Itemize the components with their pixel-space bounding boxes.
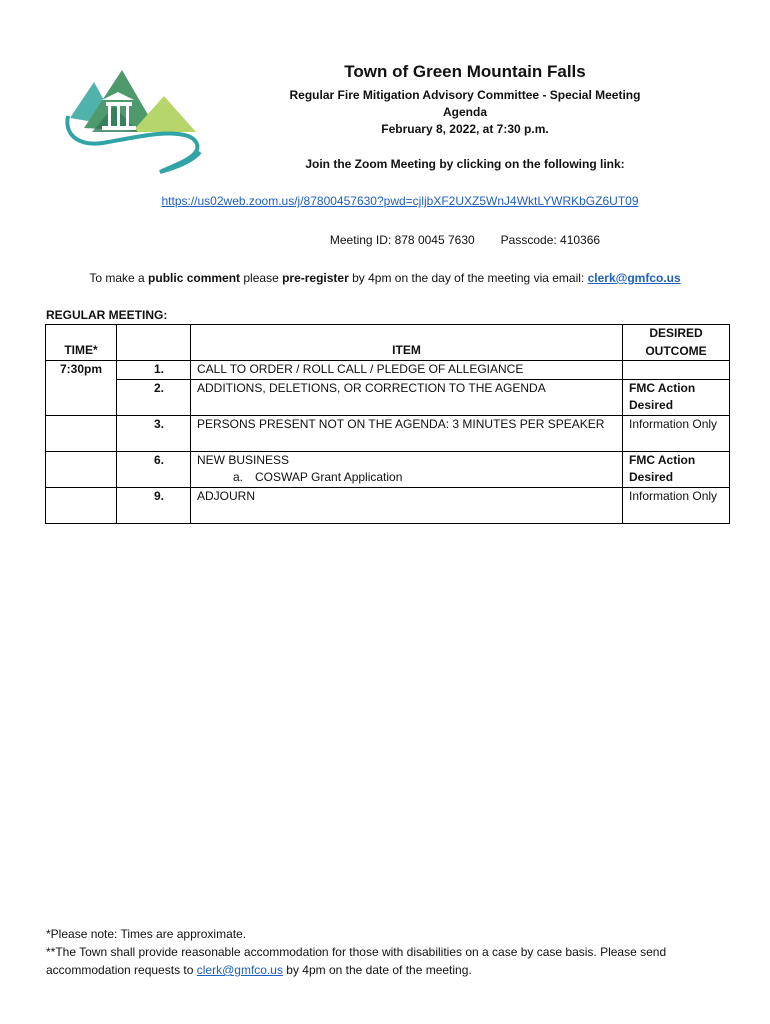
item-text: PERSONS PRESENT NOT ON THE AGENDA: 3 MINUTES PER SPEAKER — [191, 415, 623, 451]
zoom-join-text: Join the Zoom Meeting by clicking on the following link: — [305, 157, 625, 171]
item-text: ADJOURN — [191, 487, 623, 523]
table-row — [46, 379, 730, 415]
time-cell — [46, 415, 117, 451]
outcome-header-line-1: DESIRED — [649, 326, 703, 340]
public-comment-instructions — [20, 271, 750, 285]
table-row — [46, 451, 730, 487]
time-cell — [46, 451, 117, 487]
time-cell: 7:30pm — [46, 361, 117, 416]
sub-item-label: a. — [233, 470, 244, 484]
item-number: 2. — [117, 379, 191, 415]
table-row — [46, 361, 730, 380]
item-outcome: FMC Action Desired — [623, 451, 730, 487]
new-business-label: NEW BUSINESS — [197, 452, 290, 467]
accommodation-text-2: by 4pm on the date of the meeting. — [282, 963, 472, 977]
times-note: *Please note: Times are approximate. — [46, 927, 247, 941]
meeting-date: February 8, 2022, at 7:30 p.m. — [381, 122, 549, 136]
meeting-credentials — [180, 233, 750, 247]
outcome-header-line-2: OUTCOME — [645, 343, 707, 358]
clerk-email-link[interactable]: clerk@gmfco.us — [587, 271, 681, 285]
item-outcome: Information Only — [623, 487, 730, 523]
sub-item-text: COSWAP Grant Application — [255, 470, 403, 484]
outcome-header — [623, 325, 730, 361]
meeting-title: Regular Fire Mitigation Advisory Committee - Special Meeting — [289, 88, 641, 102]
accommodation-email-link[interactable]: clerk@gmfco.us — [196, 963, 283, 977]
item-outcome: Information Only — [623, 415, 730, 451]
zoom-link[interactable]: https://us02web.zoom.us/j/87800457630?pwd=cjljbXF2UXZ5WnJ4WktLYWRKbGZ6UT09 — [161, 194, 639, 208]
regular-meeting-heading: REGULAR MEETING: — [46, 308, 168, 322]
item-header: ITEM — [191, 325, 623, 361]
public-comment-text-3: by 4pm on the day of the meeting via email: — [348, 271, 588, 285]
number-header — [117, 325, 191, 361]
item-text: ADDITIONS, DELETIONS, OR CORRECTION TO THE AGENDA — [191, 379, 623, 415]
footnotes — [46, 925, 726, 979]
agenda-table — [45, 324, 730, 524]
table-header-row — [46, 325, 730, 361]
item-number: 9. — [117, 487, 191, 523]
pre-register-bold: pre-register — [282, 271, 349, 285]
town-name: Town of Green Mountain Falls — [344, 62, 586, 81]
sub-item — [197, 469, 616, 487]
time-cell — [46, 487, 117, 523]
time-header: TIME* — [46, 325, 117, 361]
item-text — [191, 451, 623, 487]
item-number: 3. — [117, 415, 191, 451]
item-number: 1. — [117, 361, 191, 380]
passcode: Passcode: 410366 — [500, 233, 601, 247]
item-number: 6. — [117, 451, 191, 487]
item-text: CALL TO ORDER / ROLL CALL / PLEDGE OF ALLEGIANCE — [191, 361, 623, 380]
public-comment-text-2: please — [240, 271, 283, 285]
public-comment-bold: public comment — [148, 271, 241, 285]
table-row — [46, 415, 730, 451]
accommodation-note — [46, 943, 726, 979]
item-outcome: FMC Action Desired — [623, 379, 730, 415]
item-outcome — [623, 361, 730, 380]
accommodation-text-1: **The Town shall provide reasonable accommodation for those with disabilities on a case by case basis. Please send accommodation requests to — [46, 945, 667, 977]
agenda-heading: Agenda — [442, 105, 487, 119]
meeting-id: Meeting ID: 878 0045 7630 — [329, 233, 475, 247]
table-row — [46, 487, 730, 523]
public-comment-text-1: To make a — [89, 271, 149, 285]
